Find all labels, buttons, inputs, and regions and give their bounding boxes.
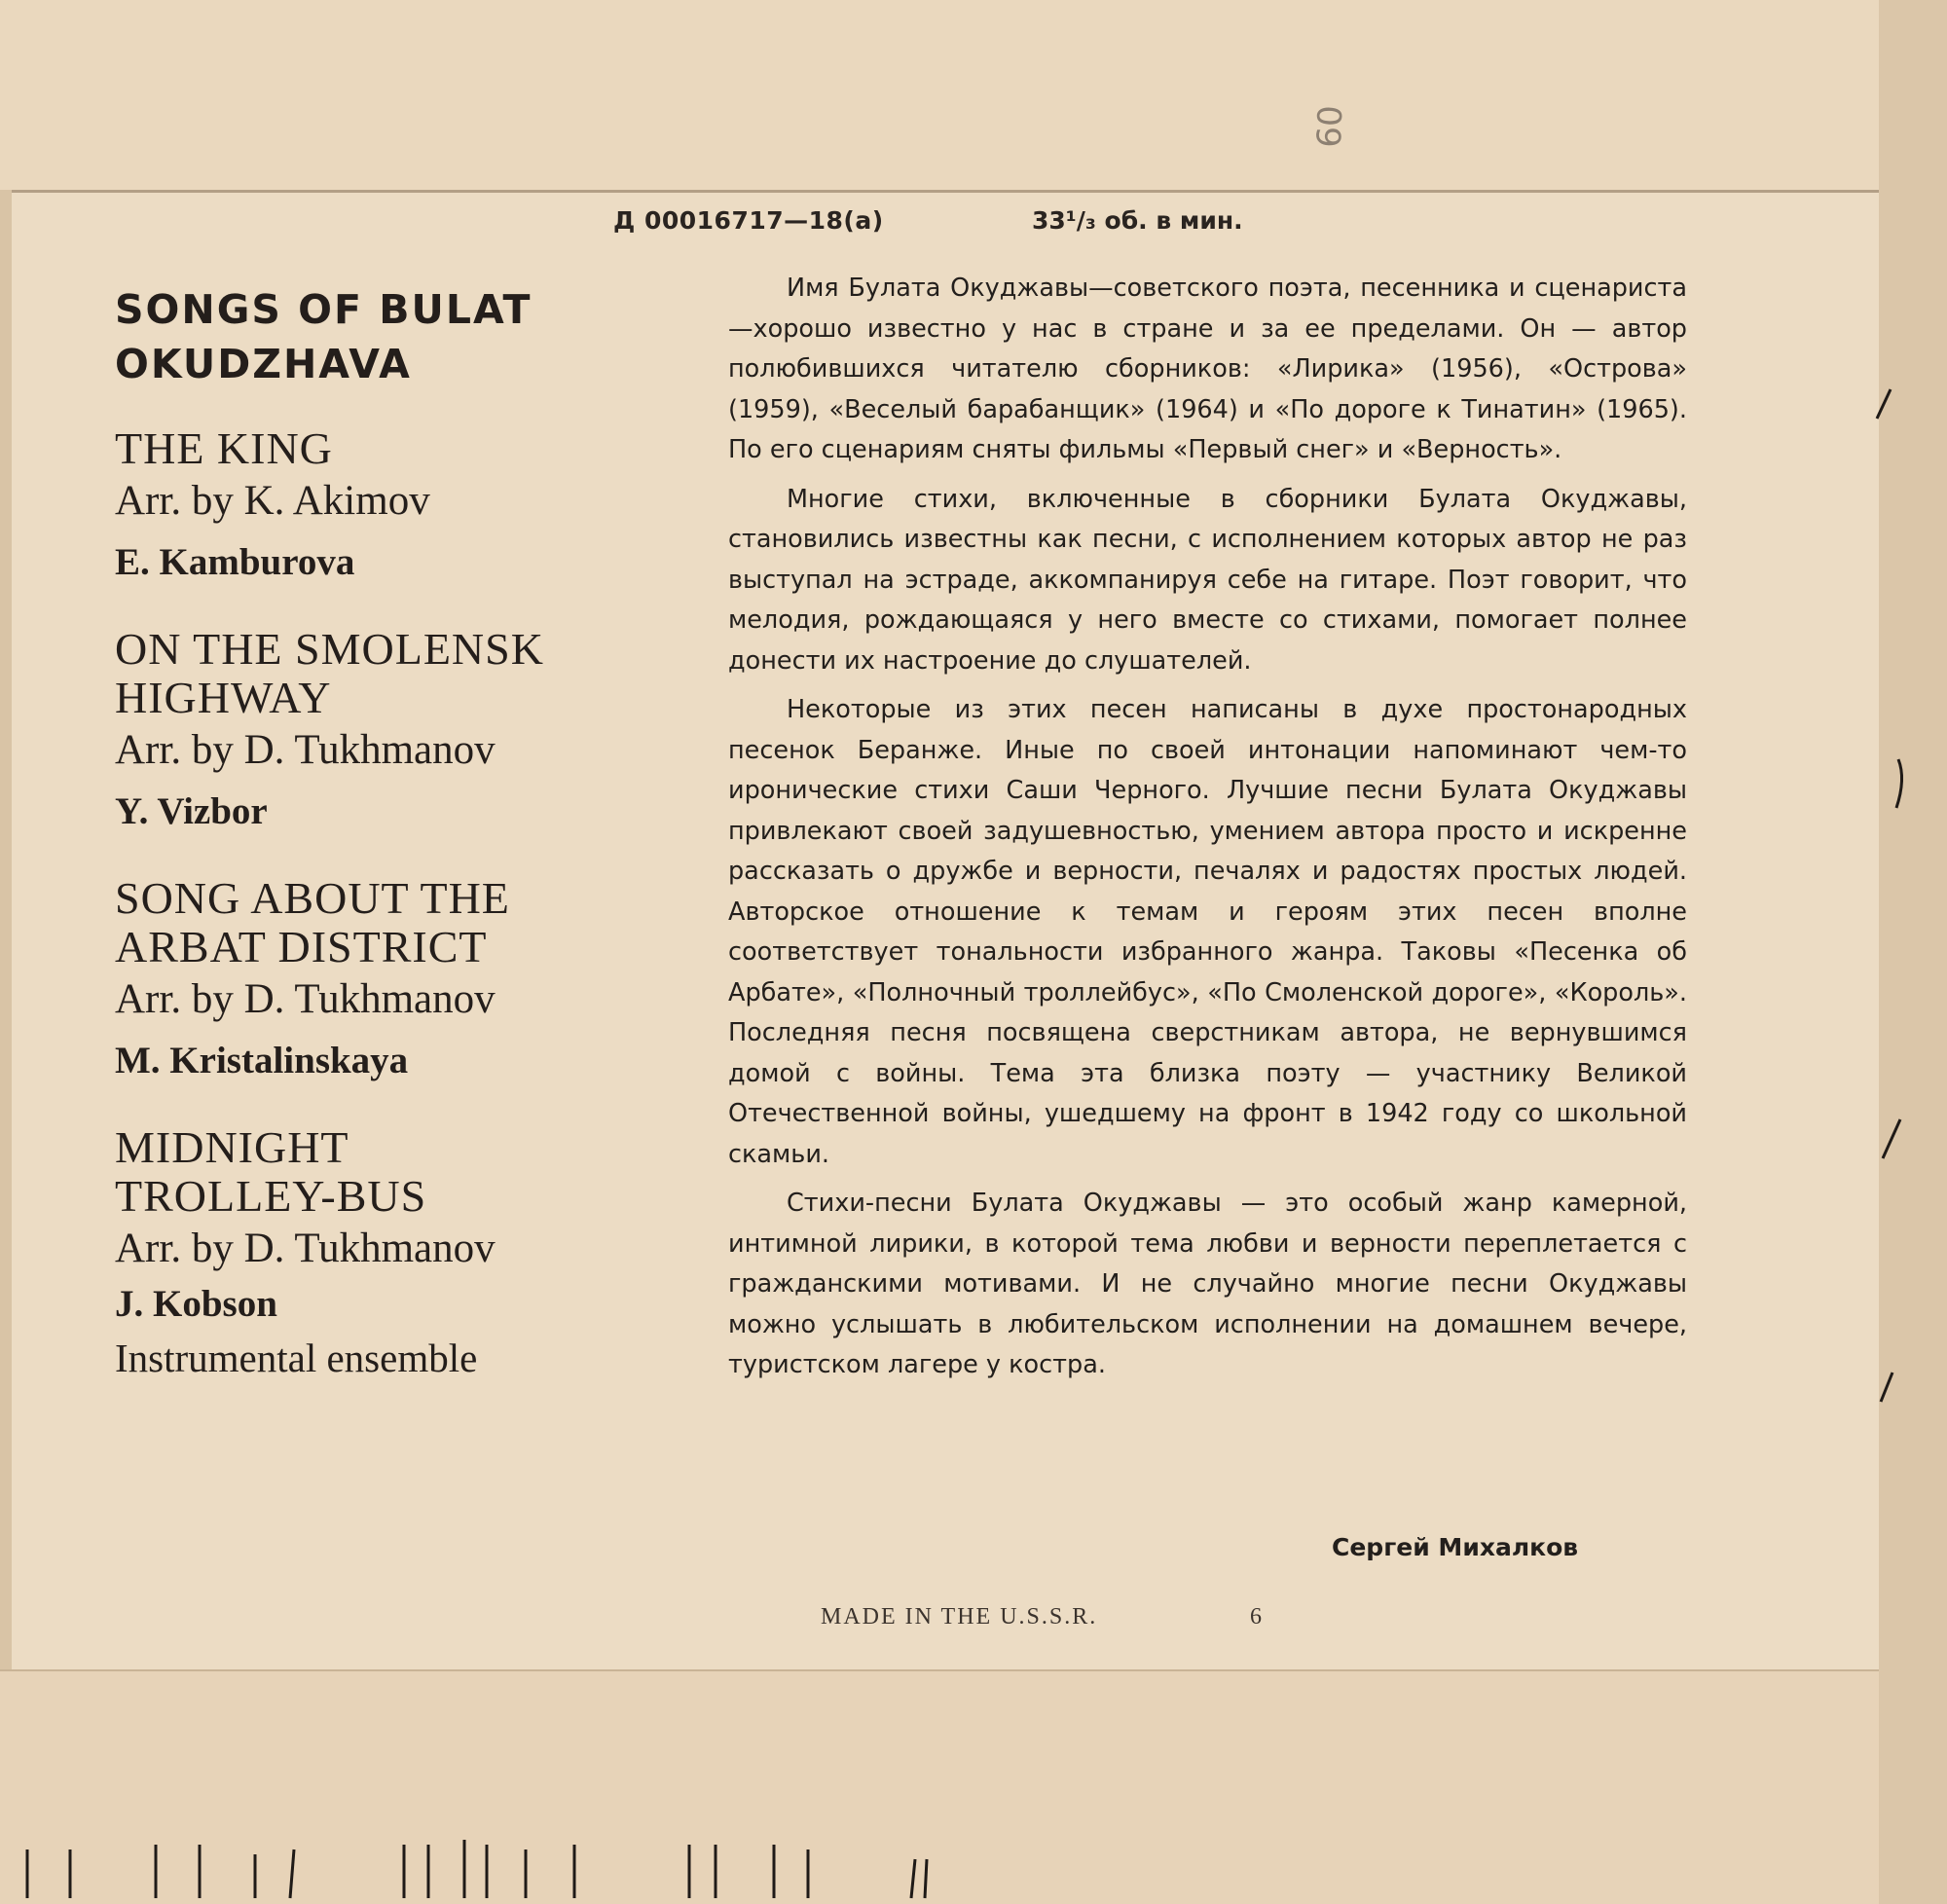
tick-mark	[290, 1849, 294, 1898]
margin-pen-marks	[1869, 350, 1928, 1421]
pen-mark	[1877, 389, 1891, 419]
author-signature: Сергей Михалков	[1332, 1533, 1579, 1561]
arranger: Arr. by D. Tukhmanov	[115, 1226, 496, 1271]
liner-paragraph: Некоторые из этих песен написаны в духе простонародных песенок Беранже. Иные по своей интонации напоминают чем-то иронические стихи Саши Черного. Лучшие песни Булата Окуджавы привлекают своей задушевностью, умением автора просто и искренне рассказать о дружбе и верности, печалях и радостях простых людей. Авторское отношение к темам и героям этих песен вполне соответствует тональности избранного жанра. Таковы «Песенка об Арбате», «Полночный троллейбус», «По Смоленской дороге», «Король». Последняя песня посвящена сверстникам автора, не вернувшимся домой с войны. Тема эта близка поэту — участнику Великой Отечественной войны, ушедшему на фронт в 1942 году со школьной скамьи.	[728, 695, 1687, 1169]
ensemble-credit: Instrumental ensemble	[115, 1336, 478, 1380]
song-title: HIGHWAY	[115, 673, 332, 722]
bottom-edge-ticks	[0, 1830, 974, 1904]
liner-paragraph: Стихи-песни Булата Окуджавы — это особый жанр камерной, интимной лирики, в которой тема любви и верности переплетается с гражданскими мотивами. И не случайно многие песни Окуджавы можно услышать в любительском исполнении на домашнем вечере, туристском лагере у костра.	[728, 1189, 1687, 1379]
arranger: Arr. by D. Tukhmanov	[115, 727, 496, 773]
performer: M. Kristalinskaya	[115, 1040, 409, 1081]
playback-speed: 33¹/₃ об. в мин.	[1032, 206, 1243, 235]
pencil-note: 60	[1309, 104, 1351, 149]
pen-mark	[1881, 1373, 1892, 1402]
page-number: 6	[1250, 1604, 1262, 1629]
arranger: Arr. by D. Tukhmanov	[115, 976, 496, 1022]
arranger: Arr. by K. Akimov	[115, 478, 430, 524]
liner-paragraph: Имя Булата Окуджавы—советского поэта, песенника и сценариста—хорошо известно у нас в стране и за ее пределами. Он — автор полюбившихся читателю сборников: «Лирика» (1956), «Острова» (1959), «Веселый барабанщик» (1964) и «По дороге к Тинатин» (1965). По его сценариям сняты фильмы «Первый снег» и «Верность».	[728, 274, 1687, 464]
pen-mark	[1883, 1119, 1900, 1158]
song-title: ON THE SMOLENSK	[115, 624, 544, 674]
top-flap	[0, 0, 1884, 193]
album-title	[115, 282, 641, 391]
album-title-line: SONGS OF BULAT	[115, 286, 533, 333]
performer: Y. Vizbor	[115, 790, 268, 832]
liner-notes	[728, 269, 1687, 1395]
pen-mark	[1896, 759, 1902, 808]
song-title: THE KING	[115, 423, 333, 473]
song-title: TROLLEY-BUS	[115, 1171, 427, 1221]
song-title: MIDNIGHT	[115, 1122, 349, 1172]
track	[115, 424, 641, 596]
tick-mark	[925, 1859, 927, 1898]
track	[115, 1123, 641, 1332]
track-listing	[115, 282, 641, 1384]
made-in-label: MADE IN THE U.S.S.R.	[821, 1604, 1098, 1629]
song-title: SONG ABOUT THE	[115, 873, 510, 923]
liner-paragraph: Многие стихи, включенные в сборники Булата Окуджавы, становились известны как песни, с исполнением которых автор не раз выступал на эстраде, аккомпанируя себе на гитаре. Поэт говорит, что мелодия, рождающаяся у него вместе со стихами, помогает полнее донести их настроение до слушателей.	[728, 484, 1687, 676]
album-title-line: OKUDZHAVA	[115, 341, 412, 387]
tick-mark	[911, 1859, 915, 1898]
performer: J. Kobson	[115, 1283, 277, 1325]
catalog-number: Д 00016717—18(а)	[613, 206, 884, 235]
track	[115, 625, 641, 845]
performer: E. Kamburova	[115, 541, 355, 583]
left-edge-strip	[0, 190, 12, 1669]
track	[115, 874, 641, 1094]
song-title: ARBAT DISTRICT	[115, 922, 488, 971]
